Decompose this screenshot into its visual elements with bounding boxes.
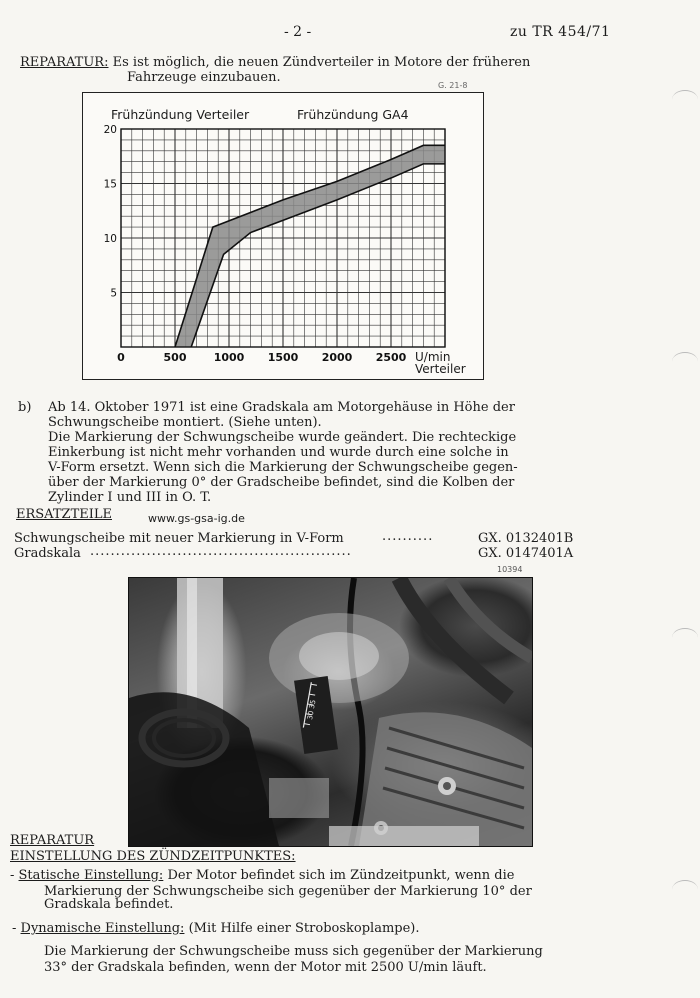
section-b-marker: b) — [18, 400, 32, 415]
y-tick-label: 20 — [103, 124, 117, 136]
reparatur-label-2: REPARATUR — [10, 833, 95, 848]
x-tick-label: 1000 — [213, 351, 245, 364]
engine-flywheel-photo — [128, 577, 533, 847]
section-b-text — [48, 400, 518, 505]
chart-reference: G. 21-8 — [438, 81, 468, 90]
static-setting-text-2: Markierung der Schwungscheibe sich gegenüber der Markierung 10° der — [44, 884, 532, 899]
part-number-2: GX. 0147401A — [478, 546, 574, 561]
bullet-dash: - — [12, 921, 21, 936]
section-b-line: V-Form ersetzt. Wenn sich die Markierung der Schwungscheibe gegen- — [48, 460, 518, 475]
x-tick-label: 0 — [117, 351, 125, 364]
ignition-advance-chart-frame — [82, 92, 484, 380]
advance-band — [175, 145, 445, 347]
section-b-line: Zylinder I und III in O. T. — [48, 490, 212, 505]
ignition-advance-chart — [83, 93, 483, 379]
binder-hole-mark — [672, 352, 698, 371]
reparatur-intro — [20, 55, 530, 70]
section-b-line: über der Markierung 0° der Gradscheibe befindet, sind die Kolben der — [48, 475, 515, 490]
x-tick-label: 1500 — [267, 351, 299, 364]
x-axis-label-unit: U/min — [415, 350, 451, 364]
reparatur-label: REPARATUR: — [20, 55, 109, 70]
reparatur-intro-line1: Es ist möglich, die neuen Zündverteiler in Motore der früheren — [112, 55, 531, 70]
binder-hole-mark — [672, 90, 698, 109]
dynamic-setting-text-2: 33° der Gradskala befinden, wenn der Motor mit 2500 U/min läuft. — [44, 960, 487, 975]
static-setting-label: Statische Einstellung: — [18, 868, 164, 883]
chart-x-axis-label — [415, 351, 466, 375]
y-tick-label: 15 — [103, 178, 117, 191]
einstellung-heading: EINSTELLUNG DES ZÜNDZEITPUNKTES: — [10, 849, 296, 864]
x-tick-label: 2500 — [375, 351, 407, 364]
dynamic-setting-line1 — [12, 921, 420, 936]
photo-detail-shapes — [129, 578, 532, 846]
static-setting-text-1: Der Motor befindet sich im Zündzeitpunkt, wenn die — [167, 868, 515, 883]
chart-title-left: Frühzündung Verteiler — [111, 107, 250, 122]
reparatur-intro-line2: Fahrzeuge einzubauen. — [127, 70, 281, 85]
page-number: - 2 - — [284, 24, 312, 40]
ersatzteile-heading: ERSATZTEILE — [16, 507, 112, 522]
section-b-line: Einkerbung ist nicht mehr vorhanden und wurde durch eine solche in — [48, 445, 509, 460]
static-setting-line1 — [10, 868, 514, 883]
binder-hole-mark — [672, 628, 698, 647]
document-reference: zu TR 454/71 — [510, 24, 611, 40]
website-link[interactable]: www.gs-gsa-ig.de — [148, 512, 245, 525]
dynamic-setting-text-1: Die Markierung der Schwungscheibe muss sich gegenüber der Markierung — [44, 944, 543, 959]
leader-dots: ................................................... — [90, 544, 352, 559]
chart-title-right: Frühzündung GA4 — [297, 107, 409, 122]
section-b-line: Schwungscheibe montiert. (Siehe unten). — [48, 415, 322, 430]
y-tick-label: 5 — [110, 287, 117, 300]
photo-reference: 10394 — [497, 565, 523, 574]
x-tick-label: 500 — [163, 351, 187, 364]
y-tick-label: 10 — [103, 233, 117, 245]
leader-dots: .......... — [382, 529, 434, 544]
x-tick-label: 2000 — [321, 351, 353, 364]
degree-scale-numbers: 30 35 — [306, 699, 318, 721]
part-name-1: Schwungscheibe mit neuer Markierung in V-Form — [14, 531, 344, 546]
bullet-dash: - — [10, 868, 19, 883]
section-b-line: Ab 14. Oktober 1971 ist eine Gradskala am Motorgehäuse in Höhe der — [48, 400, 515, 415]
binder-hole-mark — [672, 880, 698, 899]
static-setting-text-3: Gradskala befindet. — [44, 897, 174, 912]
part-number-1: GX. 0132401B — [478, 531, 574, 546]
section-b-line: Die Markierung der Schwungscheibe wurde geändert. Die rechteckige — [48, 430, 517, 445]
dynamic-setting-label: Dynamische Einstellung: — [20, 921, 185, 936]
x-axis-label-source: Verteiler — [415, 362, 466, 376]
dynamic-setting-note: (Mit Hilfe einer Stroboskoplampe). — [188, 921, 420, 936]
part-name-2: Gradskala — [14, 546, 81, 561]
